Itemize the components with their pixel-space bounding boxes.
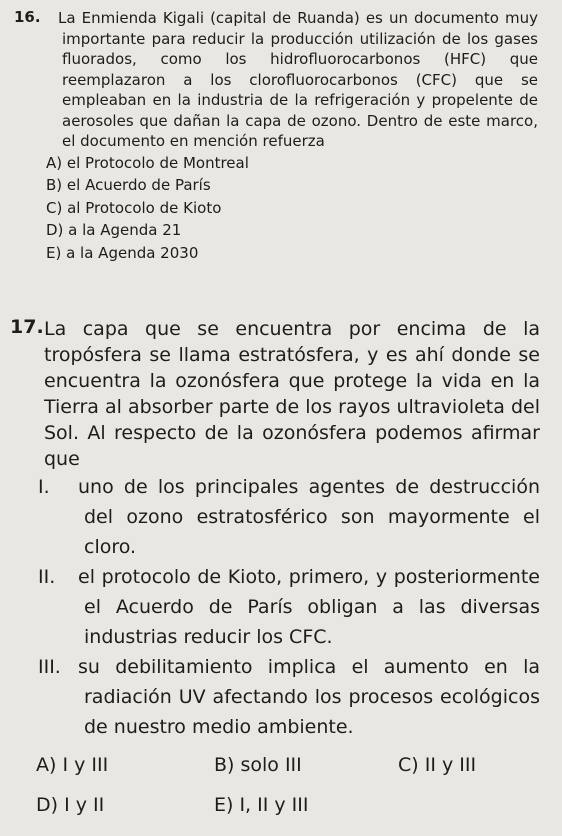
statement-2 bbox=[0, 562, 540, 652]
question-17-option-e[interactable]: E) I, II y III bbox=[214, 794, 309, 816]
question-16-number: 16. bbox=[14, 8, 41, 26]
question-16-option-b[interactable]: B) el Acuerdo de París bbox=[46, 176, 211, 194]
statement-3-numeral: III. bbox=[38, 656, 61, 678]
question-16-option-d[interactable]: D) a la Agenda 21 bbox=[46, 221, 182, 239]
statement-1-numeral: I. bbox=[38, 476, 50, 498]
statement-2-text: el protocolo de Kioto, primero, y posteriormente el Acuerdo de París obligan a las diversas industrias reducir los CFC. bbox=[78, 566, 540, 648]
statement-3-text: su debilitamiento implica el aumento en la radiación UV afectando los procesos ecológicos de nuestro medio ambiente. bbox=[78, 656, 540, 738]
question-17-number: 17. bbox=[10, 316, 44, 338]
question-16 bbox=[0, 8, 562, 264]
question-17 bbox=[0, 316, 562, 742]
question-17-stem: La capa que se encuentra por encima de la tropósfera se llama estratósfera, y es ahí donde se encuentra la ozonósfera que protege la vida en la Tierra al absorber parte de los rayos ultravioleta del Sol. Al respecto de la ozonósfera podemos afirmar que bbox=[44, 318, 540, 470]
question-16-option-a[interactable]: A) el Protocolo de Montreal bbox=[46, 153, 249, 172]
statement-2-numeral: II. bbox=[38, 566, 56, 588]
statement-1 bbox=[0, 472, 540, 562]
question-17-option-b[interactable]: B) solo III bbox=[214, 754, 302, 776]
question-16-option-c[interactable]: C) al Protocolo de Kioto bbox=[46, 198, 222, 217]
statement-1-text: uno de los principales agentes de destrucción del ozono estratosférico son mayormente el cloro. bbox=[78, 476, 540, 558]
statement-3 bbox=[0, 652, 540, 742]
question-16-options bbox=[46, 152, 562, 265]
question-17-option-a[interactable]: A) I y III bbox=[36, 754, 109, 776]
question-17-option-d[interactable]: D) I y II bbox=[36, 794, 105, 816]
question-16-option-e[interactable]: E) a la Agenda 2030 bbox=[46, 243, 199, 262]
question-16-stem: La Enmienda Kigali (capital de Ruanda) es un documento muy importante para reducir la producción utilización de los gases fluorados, como los hidrofluorocarbonos (HFC) que reemplazaron a los clorofluorocarbonos (CFC) que se empleaban en la industria de la refrigeración y propelente de aerosoles que dañan la capa de ozono. Dentro de este marco, el documento en mención refuerza bbox=[58, 9, 538, 150]
question-17-option-c[interactable]: C) II y III bbox=[398, 754, 477, 776]
